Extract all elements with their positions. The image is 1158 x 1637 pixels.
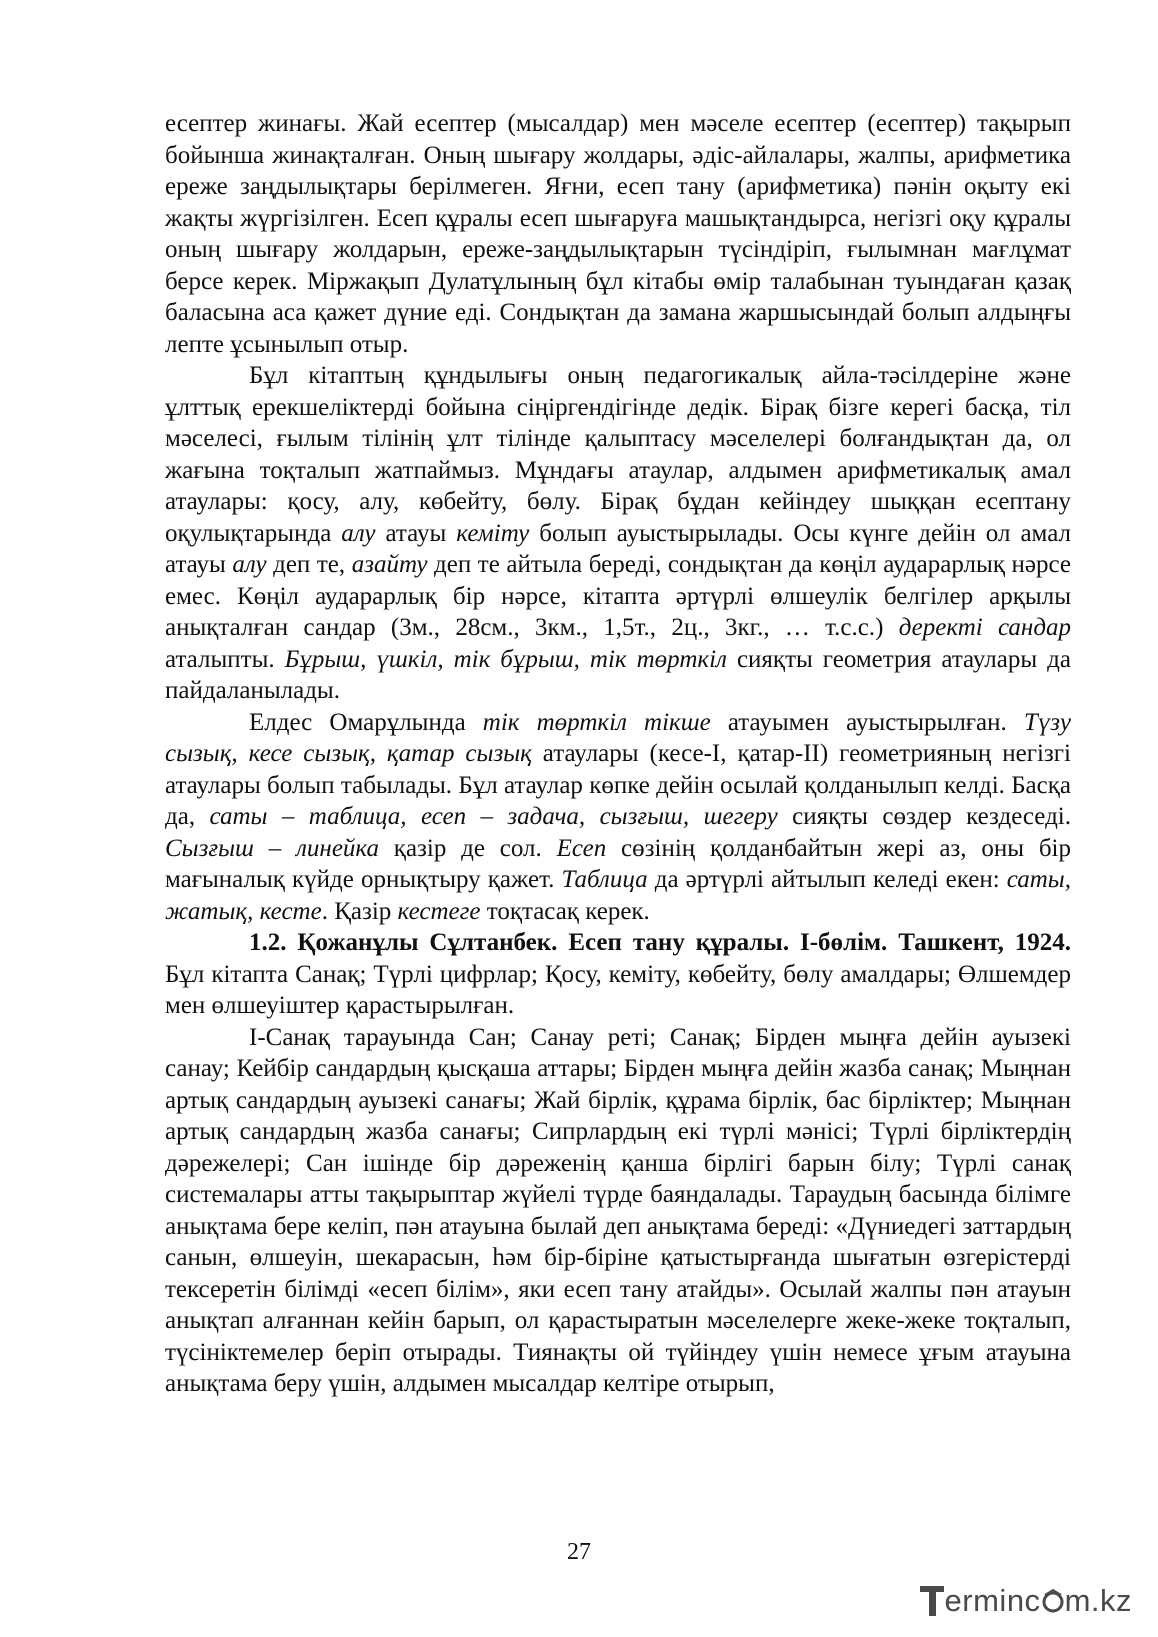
text-run: деп те, <box>266 551 352 578</box>
italic-term: кеміту <box>456 519 530 547</box>
paragraph <box>165 1022 1071 1400</box>
italic-term: Сызғыш – линейка <box>165 834 379 862</box>
text-run: қазір де сол. <box>379 834 557 862</box>
italic-term: алу <box>232 551 267 578</box>
text-run: І-Санақ тарауында Сан; Санау реті; Санақ; Бірден мыңға дейін ауызекі санау; Кейбір сандардың қысқаша аттары; Бірден мыңға дейін жазба санақ; Мыңнан артық сандардың ауызекі санағы; Жай бірлік, құрама бірлік, бас бірліктер; Мыңнан артық сандардың жазба санағы; Сипрлардың екі түрлі мәнісі; Түрлі бірліктердің дәрежелері; Сан ішінде бір дәреженің қанша бірлігі барын білу; Түрлі санақ системалары атты тақырыптар жүйелі түрде баяндалады. Тараудың басында білімге анықтама бере келіп, пән атауына былай деп анықтама береді: «Дүниедегі заттардың санын, өлшеуін, шекарасын, һәм бір-біріне қатыстырғанда шығатын өзгерістерді тексеретін білімді «есеп білім», яки есеп тану атайды». Осылай жалпы пән атауын анықтап алғаннан кейін барып, ол қарастыратын мәселелерге жеке-жеке тоқталып, түсініктемелер беріп отырады. Тиянақты ой түйіндеу үшін немесе ұғым атауына анықтама беру үшін, алдымен мысалдар келтіре отырып, <box>165 1023 1071 1397</box>
page-number: 27 <box>567 1539 591 1565</box>
italic-term: кестеге <box>397 897 481 925</box>
logo-t-icon <box>919 1582 945 1620</box>
text-run: Елдес Омарұлында <box>249 708 483 736</box>
italic-term: алу <box>341 519 376 547</box>
italic-term: азайту <box>351 551 428 578</box>
text-run: тоқтасақ керек. <box>480 897 650 925</box>
text-run: . Қазір <box>321 897 398 925</box>
logo-o-icon <box>1041 1587 1065 1615</box>
italic-term: Таблица <box>561 866 648 893</box>
text-run: деп те айтыла береді, сондықтан да көңіл аударарлық нәрсе емес. Көңіл аударарлық бір нәрсе, кітапта әртүрлі өлшеулік белгілер арқылы анықталған сандар (3м., 28см., 3км., 1,5т., 2ц., 3кг., … т.с.с.) <box>165 551 1071 641</box>
text-run: Бұл кітапта Санақ; Түрлі цифрлар; Қосу, кеміту, көбейту, бөлу амалдары; Өлшемдер мен өлшеуіштер қарастырылған. <box>165 960 1071 1019</box>
text-run: атаулары (кесе-І, қатар-ІІ) геометрияның негізгі атаулары болып табылады. Бұл атаулар көпке дейін осылай қолданылып келді. Басқа да, <box>165 740 1071 830</box>
text-run: сияқты геометрия атаулары да пайдаланылады. <box>165 645 1071 704</box>
text-run: есептер жинағы. Жай есептер (мысалдар) мен мәселе есептер (есептер) тақырып бойынша жинақталған. Оның шығару жолдары, әдіс-айлалары, жалпы, арифметика ереже заңдылықтары берілмеген. Яғни, есеп тану (арифметика) пәнін оқыту екі жақты жүргізілген. Есеп құралы есеп шығаруға машықтандырса, негізгі оқу құралы оның шығару жолдарын, ереже-заңдылықтарын түсіндіріп, ғылымнан мағлұмат берсе керек. Міржақып Дулатұлының бұл кітабы өмір талабынан туындаған қазақ баласына аса қажет дүние еді. Сондықтан да замана жаршысындай болып алдыңғы лепте ұсынылып отыр. <box>165 110 1071 358</box>
text-run: сөзінің қолданбайтын жері аз, оны бір мағыналық күйде орнықтыру қажет. <box>165 834 1072 893</box>
text-run: Бұл кітаптың құндылығы оның педагогикалық айла-тәсілдеріне және ұлттық ерекшеліктерді бойына сіңіргендігінде дедік. Бірақ бізге керегі басқа, тіл мәселесі, ғылым тілінің ұлт тілінде қалыптасу мәселелері болғандықтан да, ол жағына тоқталып жатпаймыз. Мұндағы атаулар, алдымен арифметикалық амал атаулары: қосу, алу, көбейту, бөлу. Бірақ бұдан кейіндеу шыққан есептану оқулықтарында <box>165 362 1071 547</box>
italic-term: саты – таблица, есеп – задача, сызғыш, шегеру <box>209 803 778 830</box>
paragraph <box>165 707 1071 928</box>
text-run: атауы <box>375 519 457 547</box>
italic-term: деректі сандар <box>898 614 1071 641</box>
italic-term: Есеп <box>556 834 607 862</box>
text-run: атауымен ауыстырылған. <box>710 708 1024 736</box>
page-body <box>165 108 1071 1400</box>
text-run: сияқты сөздер кездеседі. <box>777 803 1071 830</box>
paragraph <box>165 927 1071 1022</box>
bold-heading: 1.2. Қожанұлы Сұлтанбек. Есеп тану құралы. І-бөлім. Ташкент, 1924. <box>249 929 1071 956</box>
logo-text-main: erminc <box>944 1583 1041 1618</box>
text-run: аталыпты. <box>165 645 285 673</box>
text-run: да әртүрлі айтылып келеді екен: <box>647 866 1007 893</box>
text-run: болып ауыстырылады. Осы күнге дейін ол амал атауы <box>165 519 1071 578</box>
italic-term: Түзу сызық, кесе сызық, қатар сызық <box>165 708 1071 767</box>
italic-term: тік төрткіл тікше <box>482 708 711 736</box>
paragraph <box>165 108 1071 360</box>
paragraph <box>165 360 1071 707</box>
italic-term: Бұрыш, үшкіл, тік бұрыш, тік төрткіл <box>284 645 727 673</box>
logo-text-end: m.kz <box>1064 1583 1132 1618</box>
termincom-logo[interactable] <box>919 1579 1132 1623</box>
italic-term: саты, жатық, кесте <box>165 866 1071 925</box>
